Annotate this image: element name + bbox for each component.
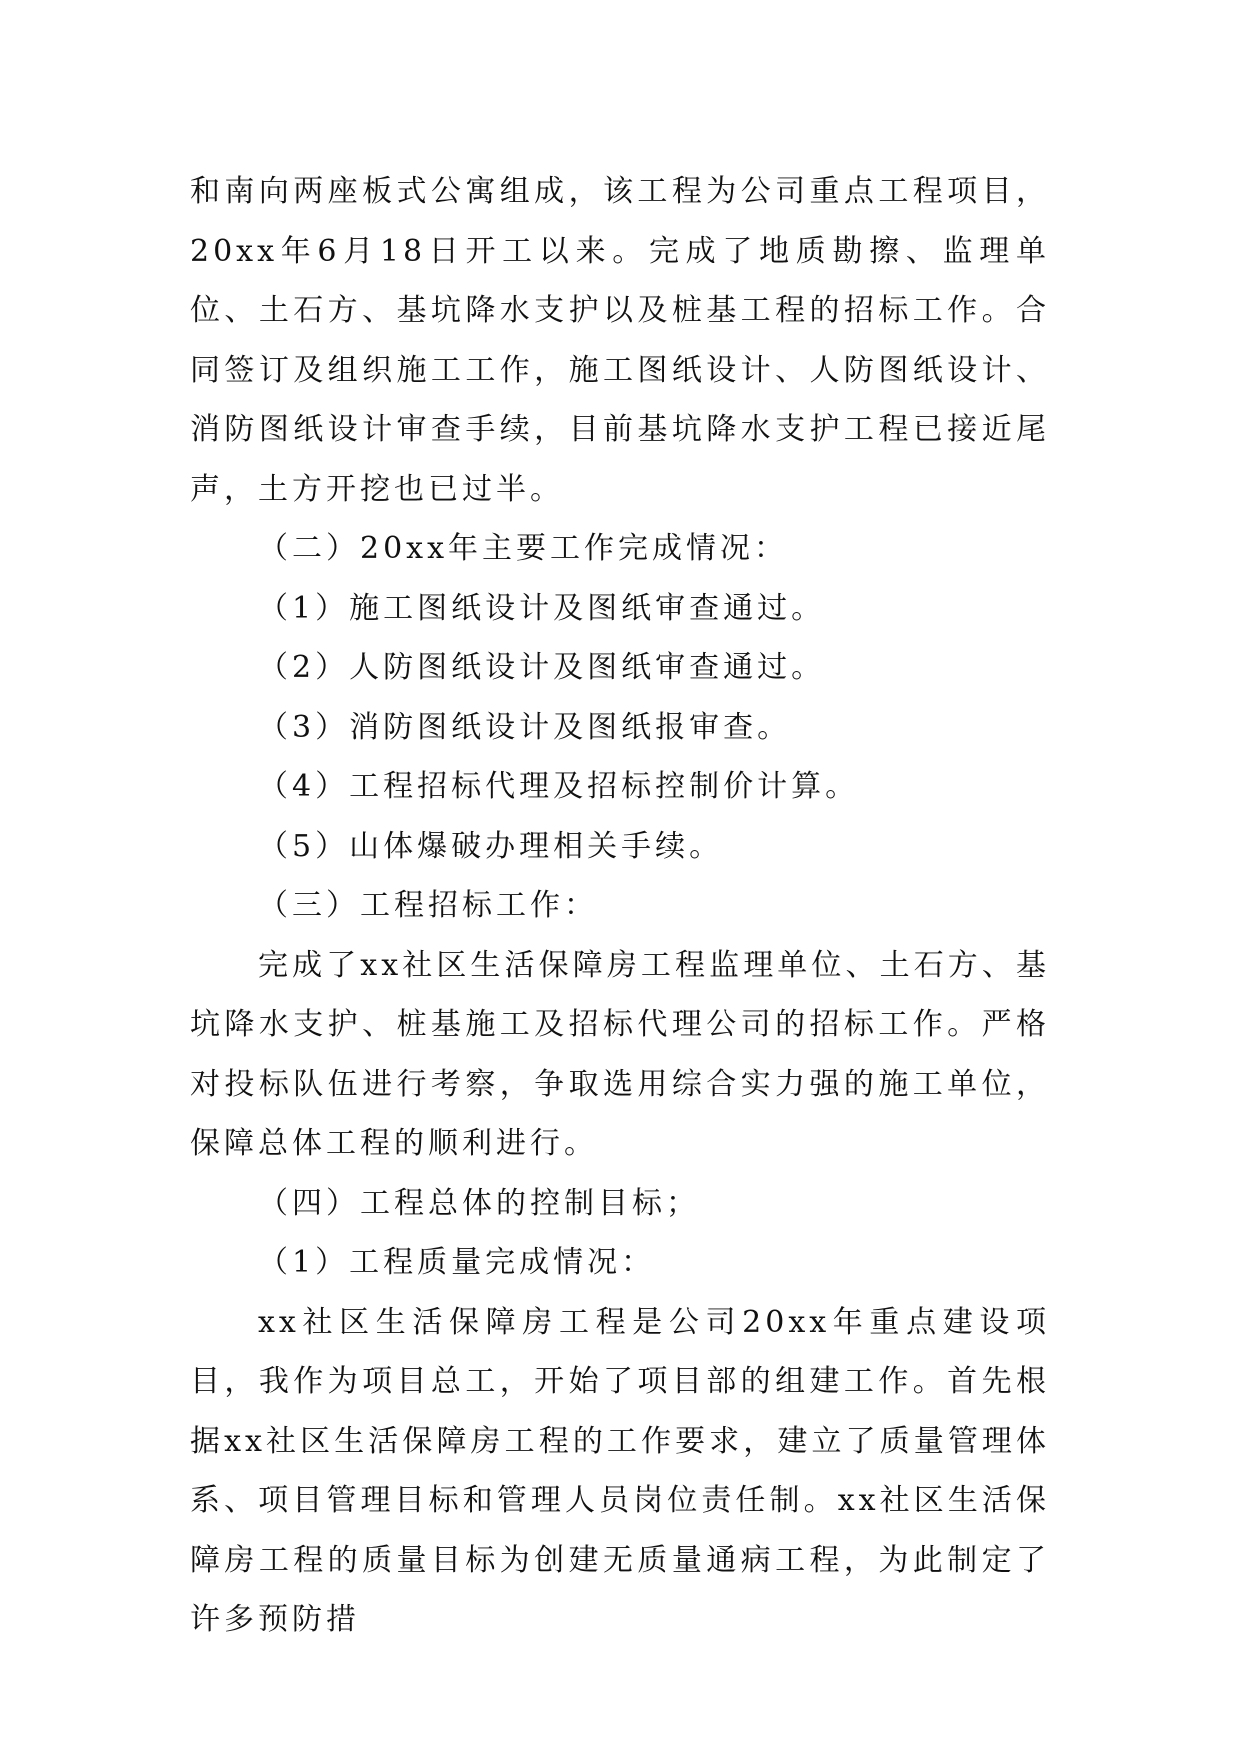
list-item-1: （1）施工图纸设计及图纸审查通过。 [258, 590, 826, 626]
paragraph-quality: xx社区生活保障房工程是公司20xx年重点建设项目，我作为项目总工，开始了项目部的组建工作。首先根据xx社区生活保障房工程的工作要求，建立了质量管理体系、项目管理目标和管理人员岗位责任制。xx社区生活保障房工程的质量目标为创建无质量通病工程，为此制定了许多预防措 [190, 1304, 1050, 1637]
list-item-3: （3）消防图纸设计及图纸报审查。 [258, 709, 792, 745]
subheading-quality: （1）工程质量完成情况： [258, 1245, 656, 1280]
heading-main-work-2: （二）20xx年主要工作完成情况： [258, 531, 789, 566]
paragraph-bidding: 完成了xx社区生活保障房工程监理单位、土石方、基坑降水支护、桩基施工及招标代理公司的招标工作。严格对投标队伍进行考察，争取选用综合实力强的施工单位，保障总体工程的顺利进行。 [190, 947, 1050, 1161]
heading-control-targets-4: （四）工程总体的控制目标； [258, 1185, 700, 1221]
list-item-2: （2）人防图纸设计及图纸审查通过。 [258, 650, 826, 685]
paragraph-project-overview: 和南向两座板式公寓组成，该工程为公司重点工程项目，20xx年6月18日开工以来。完成了地质勘擦、监理单位、土石方、基坑降水支护以及桩基工程的招标工作。合同签订及组织施工工作，施工图纸设计、人防图纸设计、消防图纸设计审查手续，目前基坑降水支护工程已接近尾声，土方开挖也已过半。 [190, 174, 1050, 507]
heading-bidding-3: （三）工程招标工作： [258, 888, 598, 923]
document-body [190, 162, 1050, 1650]
list-item-5: （5）山体爆破办理相关手续。 [258, 828, 724, 864]
list-item-4: （4）工程招标代理及招标控制价计算。 [258, 769, 860, 804]
